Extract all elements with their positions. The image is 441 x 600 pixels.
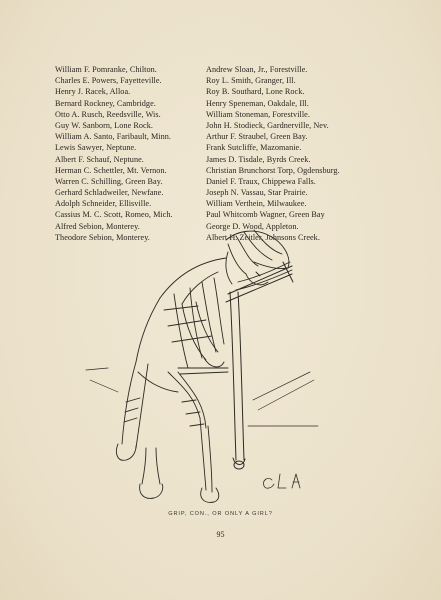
list-item: William F. Pomranke, Chilton. bbox=[55, 65, 157, 74]
list-item: Frank Sutcliffe, Mazomanie. bbox=[206, 143, 302, 153]
list-item: William Verthein, Milwaukee. bbox=[206, 199, 307, 209]
list-item: Daniel F. Traux, Chippewa Falls. bbox=[206, 176, 316, 186]
list-item: Albert F. Schauf, Neptune. bbox=[55, 154, 144, 164]
list-item: Charles E. Powers, Fayetteville. bbox=[55, 76, 162, 86]
list-item: Guy W. Sanborn, Lone Rock. bbox=[55, 120, 153, 130]
list-item: William A. Santo, Faribault, Minn. bbox=[55, 132, 171, 142]
list-item: Roy L. Smith, Granger, Ill. bbox=[206, 76, 296, 86]
left-column bbox=[55, 64, 173, 243]
artist-signature bbox=[264, 474, 300, 488]
list-item: William Stoneman, Forestville. bbox=[206, 109, 310, 119]
right-column bbox=[206, 64, 340, 243]
list-item: Cassius M. C. Scott, Romeo, Mich. bbox=[55, 210, 173, 220]
list-item: Andrew Sloan, Jr., Forestville. bbox=[206, 65, 308, 74]
list-item: James D. Tisdale, Byrds Creek. bbox=[206, 154, 311, 164]
sketch-illustration bbox=[78, 222, 350, 512]
list-item: Alfred Sebion, Monterey. bbox=[55, 221, 140, 231]
list-item: Henry J. Racek, Alloa. bbox=[55, 87, 131, 97]
list-item: Paul Whitcomb Wagner, Green Bay bbox=[206, 210, 325, 220]
list-item: Roy B. Southard, Lone Rock. bbox=[206, 87, 305, 97]
list-item: George D. Wood, Appleton. bbox=[206, 221, 299, 231]
list-item: John H. Stodieck, Gardnerville, Nev. bbox=[206, 120, 329, 130]
illustration-caption: GRIP, CON., OR ONLY A GIRL? bbox=[168, 511, 273, 517]
list-item: Herman C. Schettler, Mt. Vernon. bbox=[55, 165, 167, 175]
list-item: Gerhard Schladweiler, Newfane. bbox=[55, 188, 164, 198]
list-item: Otto A. Rusch, Reedsville, Wis. bbox=[55, 109, 161, 119]
list-item: Adolph Schneider, Ellisville. bbox=[55, 199, 152, 209]
list-item: Arthur F. Straubel, Green Bay. bbox=[206, 132, 308, 142]
figure-sketch bbox=[116, 230, 292, 502]
list-item: Henry Speneman, Oakdale, Ill. bbox=[206, 98, 309, 108]
list-item: Theodore Sebion, Monterey. bbox=[55, 232, 150, 242]
page-number: 95 bbox=[216, 530, 225, 539]
list-item: Albert H. Zeitler, Johnsons Creek. bbox=[206, 232, 320, 242]
list-item: Christian Brunchorst Torp, Ogdensburg. bbox=[206, 165, 340, 175]
list-item: Lewis Sawyer, Neptune. bbox=[55, 143, 137, 153]
list-item: Bernard Rockney, Cambridge. bbox=[55, 98, 156, 108]
list-item: Joseph N. Vassau, Star Prairie. bbox=[206, 188, 308, 198]
list-item: Warren C. Schilling, Green Bay. bbox=[55, 176, 163, 186]
